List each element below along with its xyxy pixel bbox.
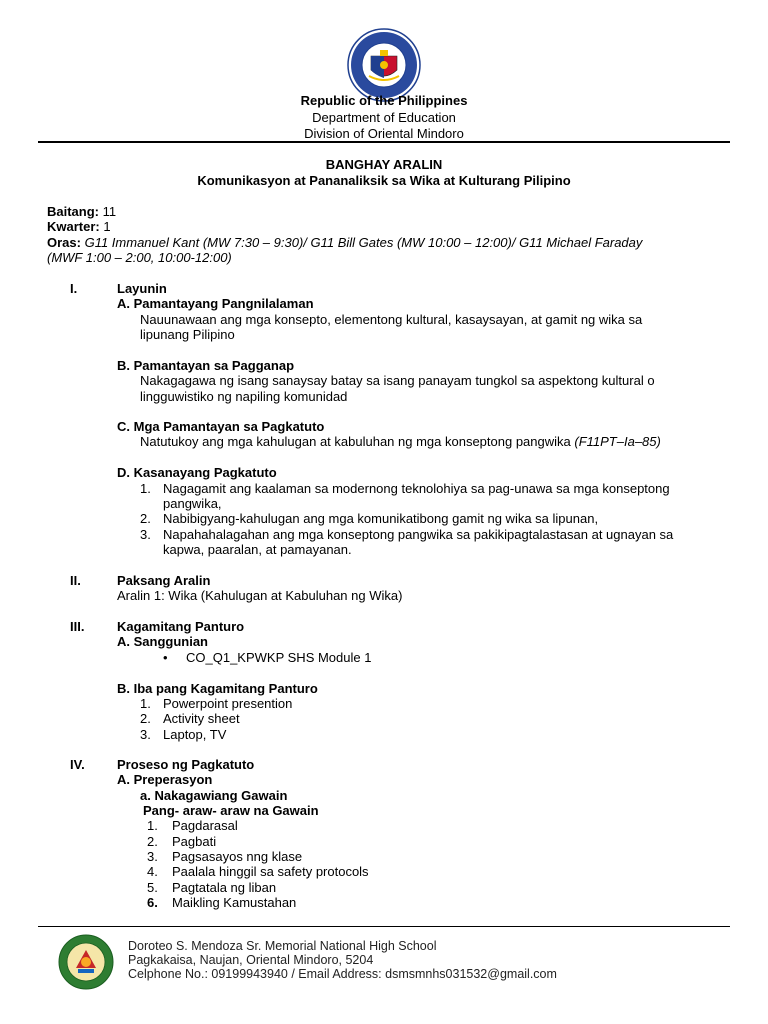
list-item-number: 2. bbox=[140, 511, 151, 526]
section-3a-title: A. Sanggunian bbox=[117, 634, 208, 649]
section-4-title: Proseso ng Pagkatuto bbox=[117, 757, 255, 772]
header-divider bbox=[38, 141, 730, 143]
footer-school-name: Doroteo S. Mendoza Sr. Memorial National High School bbox=[128, 939, 437, 953]
section-1-number: I. bbox=[70, 281, 78, 296]
list-item-number: 3. bbox=[140, 727, 151, 742]
list-item-number: 3. bbox=[140, 527, 151, 542]
list-item-number: 2. bbox=[147, 834, 158, 849]
section-3-title: Kagamitang Panturo bbox=[117, 619, 245, 634]
subject-title: Komunikasyon at Pananaliksik sa Wika at Kulturang Pilipino bbox=[197, 173, 571, 188]
list-item-number: 2. bbox=[140, 711, 151, 726]
section-1a-text-2: lipunang Pilipino bbox=[140, 327, 235, 342]
list-item-number: 1. bbox=[147, 818, 158, 833]
list-item: Maikling Kamustahan bbox=[172, 895, 297, 910]
footer-address: Pagkakaisa, Naujan, Oriental Mindoro, 5204 bbox=[128, 953, 374, 967]
list-item-cont: kapwa, paaralan, at pamayanan. bbox=[163, 542, 352, 557]
list-item: Paalala hinggil sa safety protocols bbox=[172, 864, 369, 879]
section-2-text: Aralin 1: Wika (Kahulugan at Kabuluhan ng Wika) bbox=[117, 588, 403, 603]
list-item: Pagbati bbox=[172, 834, 217, 849]
section-1b-text: Nakagagawa ng isang sanaysay batay sa isang panayam tungkol sa aspektong kultural o bbox=[140, 373, 655, 388]
bullet-icon: • bbox=[163, 650, 168, 665]
list-item-number: 3. bbox=[147, 849, 158, 864]
republic-line: Republic of the Philippines bbox=[300, 93, 468, 108]
footer-divider bbox=[38, 926, 730, 927]
list-item: Powerpoint presention bbox=[163, 696, 293, 711]
section-3b-title: B. Iba pang Kagamitang Panturo bbox=[117, 681, 318, 696]
list-item: Pagdarasal bbox=[172, 818, 238, 833]
section-2-title: Paksang Aralin bbox=[117, 573, 211, 588]
section-1d-title: D. Kasanayang Pagkatuto bbox=[117, 465, 277, 480]
list-item-number: 1. bbox=[140, 481, 151, 496]
list-item-number: 4. bbox=[147, 864, 158, 879]
section-1-title: Layunin bbox=[117, 281, 167, 296]
division-line: Division of Oriental Mindoro bbox=[304, 126, 464, 141]
list-item: Laptop, TV bbox=[163, 727, 227, 742]
deped-seal-logo bbox=[347, 28, 421, 102]
section-1a-text: Nauunawaan ang mga konsepto, elementong kultural, kasaysayan, at gamit ng wika sa bbox=[140, 312, 643, 327]
section-1c-text: Natutukoy ang mga kahulugan at kabuluhan ng mga konseptong pangwika (F11PT–Ia–85) bbox=[140, 434, 661, 449]
section-4a-a-title: a. Nakagawiang Gawain bbox=[140, 788, 288, 803]
list-item: Pagsasayos nng klase bbox=[172, 849, 303, 864]
list-item: CO_Q1_KPWKP SHS Module 1 bbox=[186, 650, 372, 665]
kwarter-line: Kwarter: 1 bbox=[47, 219, 111, 234]
baitang-line: Baitang: 11 bbox=[47, 204, 117, 219]
competency-code: (F11PT–Ia–85) bbox=[574, 434, 661, 449]
department-line: Department of Education bbox=[312, 110, 456, 125]
list-item-number: 1. bbox=[140, 696, 151, 711]
section-4a-title: A. Preperasyon bbox=[117, 772, 213, 787]
list-item-number: 5. bbox=[147, 880, 158, 895]
section-1a-title: A. Pamantayang Pangnilalaman bbox=[117, 296, 314, 311]
list-item: Pagtatala ng liban bbox=[172, 880, 277, 895]
oras-line-2: (MWF 1:00 – 2:00, 10:00-12:00) bbox=[47, 250, 232, 265]
list-item-number: 6. bbox=[147, 895, 158, 910]
list-item: Napahahalagahan ang mga konseptong pangwika sa pakikipagtalastasan at ugnayan sa bbox=[163, 527, 674, 542]
section-1b-text-2: lingguwistiko ng napiling komunidad bbox=[140, 389, 348, 404]
list-item: Nagagamit ang kaalaman sa modernong teknolohiya sa pag-unawa sa mga konseptong bbox=[163, 481, 670, 496]
school-seal-logo bbox=[58, 934, 114, 990]
section-2-number: II. bbox=[70, 573, 81, 588]
section-3-number: III. bbox=[70, 619, 85, 634]
section-1b-title: B. Pamantayan sa Pagganap bbox=[117, 358, 295, 373]
section-1c-title: C. Mga Pamantayan sa Pagkatuto bbox=[117, 419, 325, 434]
list-item-cont: pangwika, bbox=[163, 496, 222, 511]
document-title: BANGHAY ARALIN bbox=[325, 157, 443, 172]
oras-line: Oras: G11 Immanuel Kant (MW 7:30 – 9:30)/ G11 Bill Gates (MW 10:00 – 12:00)/ G11 Michael Faraday bbox=[47, 235, 643, 250]
routine-subtitle: Pang- araw- araw na Gawain bbox=[143, 803, 319, 818]
section-4-number: IV. bbox=[70, 757, 85, 772]
list-item: Nabibigyang-kahulugan ang mga komunikatibong gamit ng wika sa lipunan, bbox=[163, 511, 599, 526]
list-item: Activity sheet bbox=[163, 711, 240, 726]
footer-contact: Celphone No.: 09199943940 / Email Address: dsmsmnhs031532@gmail.com bbox=[128, 967, 557, 981]
